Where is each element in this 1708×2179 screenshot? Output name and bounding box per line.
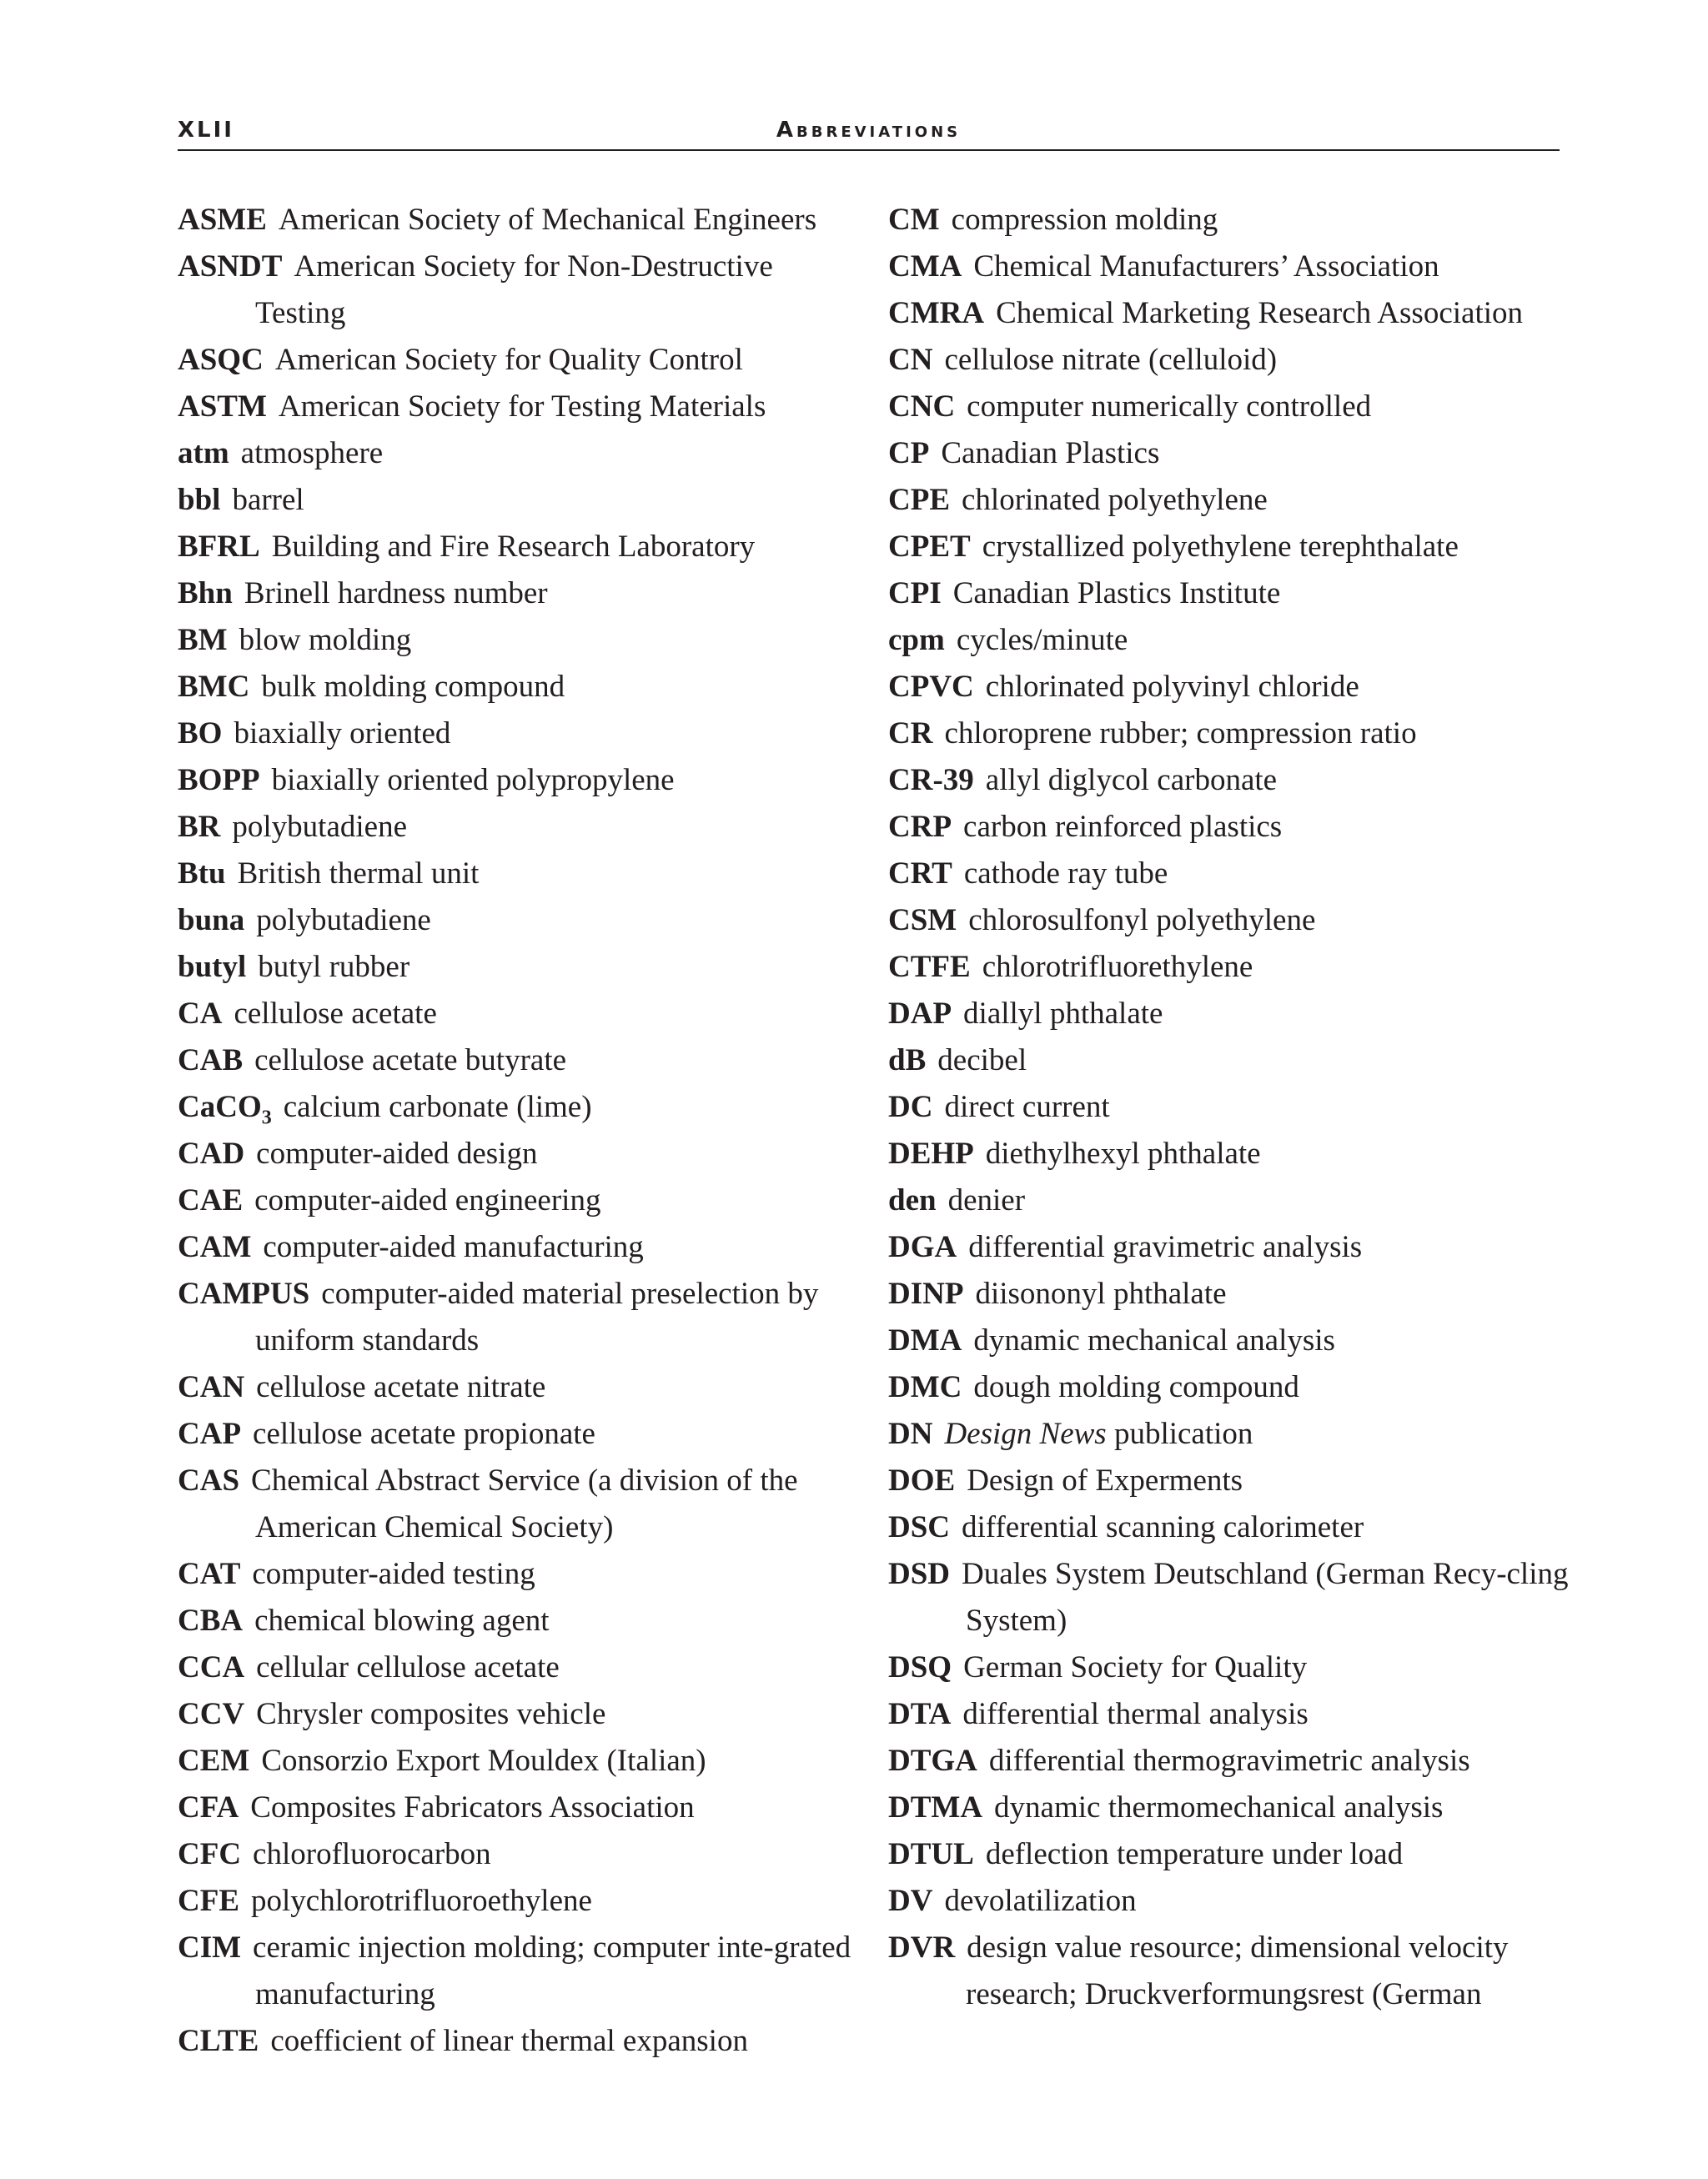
abbreviation-entry — [178, 1131, 862, 1177]
abbreviation-definition: computer-aided engineering — [254, 1183, 601, 1218]
abbreviation-term: DV — [888, 1884, 933, 1918]
abbreviation-entry — [178, 851, 862, 897]
abbreviation-definition: chlorosulfonyl polyethylene — [968, 903, 1316, 937]
abbreviation-definition: cellulose nitrate (celluloid) — [944, 343, 1278, 377]
abbreviation-term: ASQC — [178, 343, 264, 377]
abbreviation-definition: bulk molding compound — [261, 670, 565, 704]
abbreviation-definition: computer numerically controlled — [967, 389, 1372, 424]
abbreviation-term: BR — [178, 810, 221, 844]
abbreviation-definition: Consorzio Export Mouldex (Italian) — [261, 1744, 706, 1778]
abbreviation-entry — [888, 1411, 1572, 1458]
abbreviation-definition: carbon reinforced plastics — [963, 810, 1283, 844]
abbreviation-definition: Canadian Plastics Institute — [952, 576, 1281, 610]
abbreviation-entry — [178, 1037, 862, 1084]
abbreviation-definition: dough molding compound — [973, 1370, 1299, 1404]
abbreviation-entry — [888, 1925, 1572, 2018]
abbreviation-term: CAB — [178, 1043, 244, 1077]
abbreviation-definition: differential scanning calorimeter — [962, 1510, 1364, 1544]
abbreviation-entry — [178, 1551, 862, 1598]
abbreviation-term: CMRA — [888, 296, 985, 330]
abbreviation-term: buna — [178, 903, 245, 937]
abbreviation-entry — [888, 1177, 1572, 1224]
abbreviation-term: Bhn — [178, 576, 233, 610]
abbreviation-entry — [888, 757, 1572, 804]
abbreviation-term: CaCO$_3$ — [178, 1090, 272, 1129]
left-column — [178, 197, 862, 2065]
abbreviation-term: ASME — [178, 203, 267, 237]
abbreviation-entry — [178, 570, 862, 617]
abbreviation-term: CTFE — [888, 950, 971, 984]
abbreviation-definition: chlorinated polyvinyl chloride — [985, 670, 1359, 704]
abbreviation-entry — [178, 384, 862, 430]
abbreviation-definition: denier — [947, 1183, 1026, 1218]
abbreviation-definition: Design of Experments — [967, 1464, 1243, 1498]
abbreviation-definition: Chrysler composites vehicle — [256, 1697, 606, 1731]
abbreviation-definition: ceramic injection molding; computer inte-grated manufacturing — [253, 1930, 851, 2011]
abbreviation-term: CMA — [888, 249, 962, 284]
abbreviation-entry — [178, 710, 862, 757]
abbreviation-entry — [178, 1644, 862, 1691]
abbreviation-term: butyl — [178, 950, 247, 984]
abbreviation-entry — [888, 617, 1572, 664]
abbreviation-term: CEM — [178, 1744, 250, 1778]
abbreviation-definition: computer-aided testing — [252, 1557, 535, 1591]
abbreviation-definition: devolatilization — [944, 1884, 1137, 1918]
abbreviation-definition: cathode ray tube — [963, 856, 1168, 891]
abbreviation-definition: crystallized polyethylene terephthalate — [982, 530, 1459, 564]
abbreviation-definition: diethylhexyl phthalate — [985, 1137, 1261, 1171]
abbreviation-definition: British thermal unit — [237, 856, 480, 891]
abbreviation-term: ASTM — [178, 389, 267, 424]
abbreviation-term: DMC — [888, 1370, 962, 1404]
abbreviation-entry — [888, 897, 1572, 944]
abbreviation-term: DAP — [888, 997, 952, 1031]
abbreviation-term: DSC — [888, 1510, 951, 1544]
abbreviation-term: cpm — [888, 623, 945, 657]
abbreviation-definition: chlorinated polyethylene — [962, 483, 1268, 517]
abbreviation-definition: differential thermal analysis — [962, 1697, 1309, 1731]
abbreviation-entry — [888, 1271, 1572, 1318]
abbreviation-definition: chlorofluorocarbon — [253, 1837, 491, 1871]
abbreviation-term: CAP — [178, 1417, 242, 1451]
abbreviation-term: DTA — [888, 1697, 952, 1731]
abbreviation-entry — [888, 290, 1572, 337]
abbreviation-definition: blow molding — [239, 623, 412, 657]
abbreviation-definition: American Society of Mechanical Engineers — [278, 203, 817, 237]
page-number: XLII — [178, 118, 234, 143]
abbreviation-definition: Chemical Manufacturers’ Association — [973, 249, 1439, 284]
abbreviation-definition: chloroprene rubber; compression ratio — [944, 716, 1417, 751]
abbreviation-entry — [888, 1318, 1572, 1364]
abbreviation-entry — [888, 1691, 1572, 1738]
abbreviation-definition: polybutadiene — [256, 903, 431, 937]
abbreviation-entry — [888, 477, 1572, 524]
abbreviation-entry — [178, 617, 862, 664]
abbreviation-entry — [888, 1224, 1572, 1271]
abbreviation-definition: Design News publication — [944, 1417, 1253, 1451]
abbreviation-term: Btu — [178, 856, 226, 891]
abbreviation-definition: dynamic thermomechanical analysis — [994, 1790, 1444, 1825]
abbreviation-entry — [888, 430, 1572, 477]
abbreviation-term: DGA — [888, 1230, 957, 1264]
abbreviation-term: DTMA — [888, 1790, 983, 1825]
abbreviation-definition: polychlorotrifluoroethylene — [251, 1884, 592, 1918]
abbreviation-entry — [178, 1831, 862, 1878]
abbreviation-entry — [178, 2018, 862, 2065]
abbreviation-entry — [888, 1644, 1572, 1691]
abbreviation-entry — [888, 664, 1572, 710]
abbreviation-term: CNC — [888, 389, 956, 424]
abbreviation-definition: German Society for Quality — [963, 1650, 1308, 1684]
abbreviation-definition: Composites Fabricators Association — [250, 1790, 695, 1825]
page-header — [178, 115, 1560, 151]
abbreviation-term: CRP — [888, 810, 952, 844]
abbreviation-term: CAD — [178, 1137, 245, 1171]
abbreviation-definition: chemical blowing agent — [254, 1604, 550, 1638]
abbreviation-term: ASNDT — [178, 249, 283, 284]
abbreviation-definition: design value resource; dimensional velocity research; Druckverformungsrest (German — [966, 1930, 1509, 2011]
abbreviation-definition: allyl diglycol carbonate — [985, 763, 1278, 797]
abbreviation-entry — [888, 1037, 1572, 1084]
abbreviation-definition: American Society for Non-Destructive Testing — [255, 249, 773, 330]
abbreviation-entry — [888, 991, 1572, 1037]
abbreviation-term: CN — [888, 343, 933, 377]
abbreviation-entry — [888, 1131, 1572, 1177]
abbreviation-term: dB — [888, 1043, 927, 1077]
abbreviation-definition: computer-aided manufacturing — [263, 1230, 644, 1264]
abbreviation-definition: compression molding — [951, 203, 1218, 237]
abbreviation-entry — [888, 1364, 1572, 1411]
abbreviation-definition: differential gravimetric analysis — [968, 1230, 1363, 1264]
abbreviation-definition: diisononyl phthalate — [975, 1277, 1227, 1311]
abbreviation-entry — [888, 944, 1572, 991]
abbreviation-entry — [178, 897, 862, 944]
abbreviation-term: CFC — [178, 1837, 242, 1871]
abbreviation-definition: biaxially oriented — [234, 716, 451, 751]
abbreviation-term: CBA — [178, 1604, 244, 1638]
abbreviation-entry — [178, 664, 862, 710]
abbreviation-definition: chlorotrifluorethylene — [982, 950, 1253, 984]
abbreviation-term: DSQ — [888, 1650, 952, 1684]
abbreviation-entry — [178, 1224, 862, 1271]
abbreviation-definition: cellular cellulose acetate — [256, 1650, 560, 1684]
abbreviation-definition: calcium carbonate (lime) — [283, 1090, 592, 1124]
abbreviation-definition: cellulose acetate propionate — [253, 1417, 595, 1451]
abbreviation-term: CAS — [178, 1464, 240, 1498]
abbreviation-entry — [178, 1785, 862, 1831]
abbreviation-term: CRT — [888, 856, 952, 891]
abbreviation-definition: polybutadiene — [232, 810, 408, 844]
abbreviation-entry — [888, 1551, 1572, 1644]
abbreviation-definition: Brinell hardness number — [244, 576, 548, 610]
abbreviation-definition: Building and Fire Research Laboratory — [271, 530, 756, 564]
abbreviation-definition: computer-aided material preselection by uniform standards — [255, 1277, 819, 1358]
abbreviation-definition: differential thermogravimetric analysis — [988, 1744, 1470, 1778]
abbreviation-entry — [888, 1084, 1572, 1131]
abbreviation-entry — [888, 1878, 1572, 1925]
abbreviation-term: DC — [888, 1090, 933, 1124]
abbreviation-term: BMC — [178, 670, 250, 704]
abbreviation-term: CR-39 — [888, 763, 974, 797]
abbreviation-entry — [178, 1691, 862, 1738]
abbreviation-entry — [888, 1458, 1572, 1504]
term-subscript: 3 — [261, 1107, 272, 1129]
abbreviation-term: BFRL — [178, 530, 260, 564]
abbreviation-term: CAE — [178, 1183, 244, 1218]
abbreviation-term: DOE — [888, 1464, 956, 1498]
abbreviation-entry — [178, 757, 862, 804]
running-title: Abbreviations — [776, 118, 962, 143]
abbreviation-entry — [888, 197, 1572, 244]
abbreviation-term: CPVC — [888, 670, 974, 704]
abbreviation-entry — [888, 570, 1572, 617]
abbreviation-definition: deflection temperature under load — [985, 1837, 1404, 1871]
abbreviation-term: CFA — [178, 1790, 239, 1825]
abbreviation-term: CAM — [178, 1230, 252, 1264]
abbreviation-definition: dynamic mechanical analysis — [973, 1323, 1335, 1358]
abbreviation-term: CAN — [178, 1370, 245, 1404]
abbreviation-entry — [888, 851, 1572, 897]
abbreviation-entry — [178, 524, 862, 570]
definition-italic: Design News — [944, 1417, 1107, 1451]
abbreviation-term: CLTE — [178, 2024, 259, 2058]
abbreviation-entry — [178, 804, 862, 851]
abbreviation-definition: barrel — [232, 483, 304, 517]
abbreviation-term: CPET — [888, 530, 971, 564]
abbreviation-term: DTUL — [888, 1837, 974, 1871]
abbreviation-term: CFE — [178, 1884, 239, 1918]
abbreviation-entry — [178, 991, 862, 1037]
abbreviation-term: bbl — [178, 483, 221, 517]
abbreviation-entry — [178, 1878, 862, 1925]
abbreviation-entry — [178, 1084, 862, 1131]
abbreviation-entry — [178, 1364, 862, 1411]
abbreviation-definition: butyl rubber — [258, 950, 410, 984]
abbreviation-entry — [178, 944, 862, 991]
abbreviation-term: DEHP — [888, 1137, 974, 1171]
abbreviation-entry — [888, 524, 1572, 570]
abbreviation-entry — [178, 1271, 862, 1364]
abbreviation-term: BOPP — [178, 763, 260, 797]
abbreviation-definition: Chemical Marketing Research Association — [996, 296, 1524, 330]
abbreviation-entry — [888, 1831, 1572, 1878]
abbreviation-term: CM — [888, 203, 940, 237]
abbreviation-entry — [178, 1598, 862, 1644]
abbreviation-term: DN — [888, 1417, 933, 1451]
abbreviation-term: atm — [178, 436, 229, 470]
abbreviation-term: CAMPUS — [178, 1277, 310, 1311]
abbreviation-definition: atmosphere — [240, 436, 384, 470]
abbreviation-definition: cellulose acetate nitrate — [256, 1370, 546, 1404]
abbreviation-entry — [888, 1785, 1572, 1831]
abbreviation-term: DMA — [888, 1323, 962, 1358]
abbreviation-term: DTGA — [888, 1744, 977, 1778]
abbreviation-entry — [178, 1177, 862, 1224]
abbreviation-entry — [178, 430, 862, 477]
abbreviation-term: BO — [178, 716, 223, 751]
abbreviation-term: CPE — [888, 483, 950, 517]
abbreviation-definition: American Society for Quality Control — [274, 343, 743, 377]
abbreviation-definition: diallyl phthalate — [963, 997, 1163, 1031]
abbreviation-entry — [888, 710, 1572, 757]
abbreviation-entry — [888, 384, 1572, 430]
abbreviation-term: CSM — [888, 903, 957, 937]
abbreviation-entry — [888, 337, 1572, 384]
abbreviation-term: CCV — [178, 1697, 245, 1731]
abbreviation-term: den — [888, 1183, 937, 1218]
abbreviation-entry — [888, 804, 1572, 851]
abbreviation-definition: Canadian Plastics — [941, 436, 1160, 470]
abbreviation-term: CR — [888, 716, 933, 751]
abbreviation-term: DVR — [888, 1930, 956, 1965]
abbreviation-term: CA — [178, 997, 223, 1031]
abbreviation-entry — [178, 244, 862, 337]
abbreviation-term: BM — [178, 623, 228, 657]
abbreviation-definition: direct current — [944, 1090, 1110, 1124]
abbreviation-entry — [888, 1504, 1572, 1551]
abbreviation-definition: cellulose acetate butyrate — [254, 1043, 567, 1077]
abbreviation-definition: decibel — [937, 1043, 1027, 1077]
abbreviation-term: CPI — [888, 576, 942, 610]
abbreviation-entry — [178, 1925, 862, 2018]
abbreviation-definition: American Society for Testing Materials — [278, 389, 766, 424]
abbreviation-definition: Chemical Abstract Service (a division of the American Chemical Society) — [251, 1464, 798, 1544]
abbreviation-term: CCA — [178, 1650, 245, 1684]
abbreviation-entry — [178, 197, 862, 244]
abbreviation-definition: coefficient of linear thermal expansion — [270, 2024, 748, 2058]
right-column — [888, 197, 1572, 2018]
abbreviation-term: DSD — [888, 1557, 951, 1591]
abbreviation-term: CP — [888, 436, 930, 470]
abbreviation-entry — [178, 1411, 862, 1458]
abbreviation-definition: cycles/minute — [956, 623, 1128, 657]
abbreviation-definition: cellulose acetate — [234, 997, 437, 1031]
abbreviation-term: CIM — [178, 1930, 242, 1965]
abbreviation-term: CAT — [178, 1557, 241, 1591]
abbreviation-entry — [178, 1738, 862, 1785]
abbreviation-entry — [178, 1458, 862, 1551]
abbreviation-entry — [888, 1738, 1572, 1785]
abbreviation-definition: Duales System Deutschland (German Recy-cling System) — [962, 1557, 1569, 1638]
abbreviation-entry — [178, 337, 862, 384]
abbreviation-definition: biaxially oriented polypropylene — [271, 763, 675, 797]
abbreviation-definition: computer-aided design — [256, 1137, 538, 1171]
abbreviation-entry — [888, 244, 1572, 290]
abbreviation-entry — [178, 477, 862, 524]
abbreviation-term: DINP — [888, 1277, 964, 1311]
